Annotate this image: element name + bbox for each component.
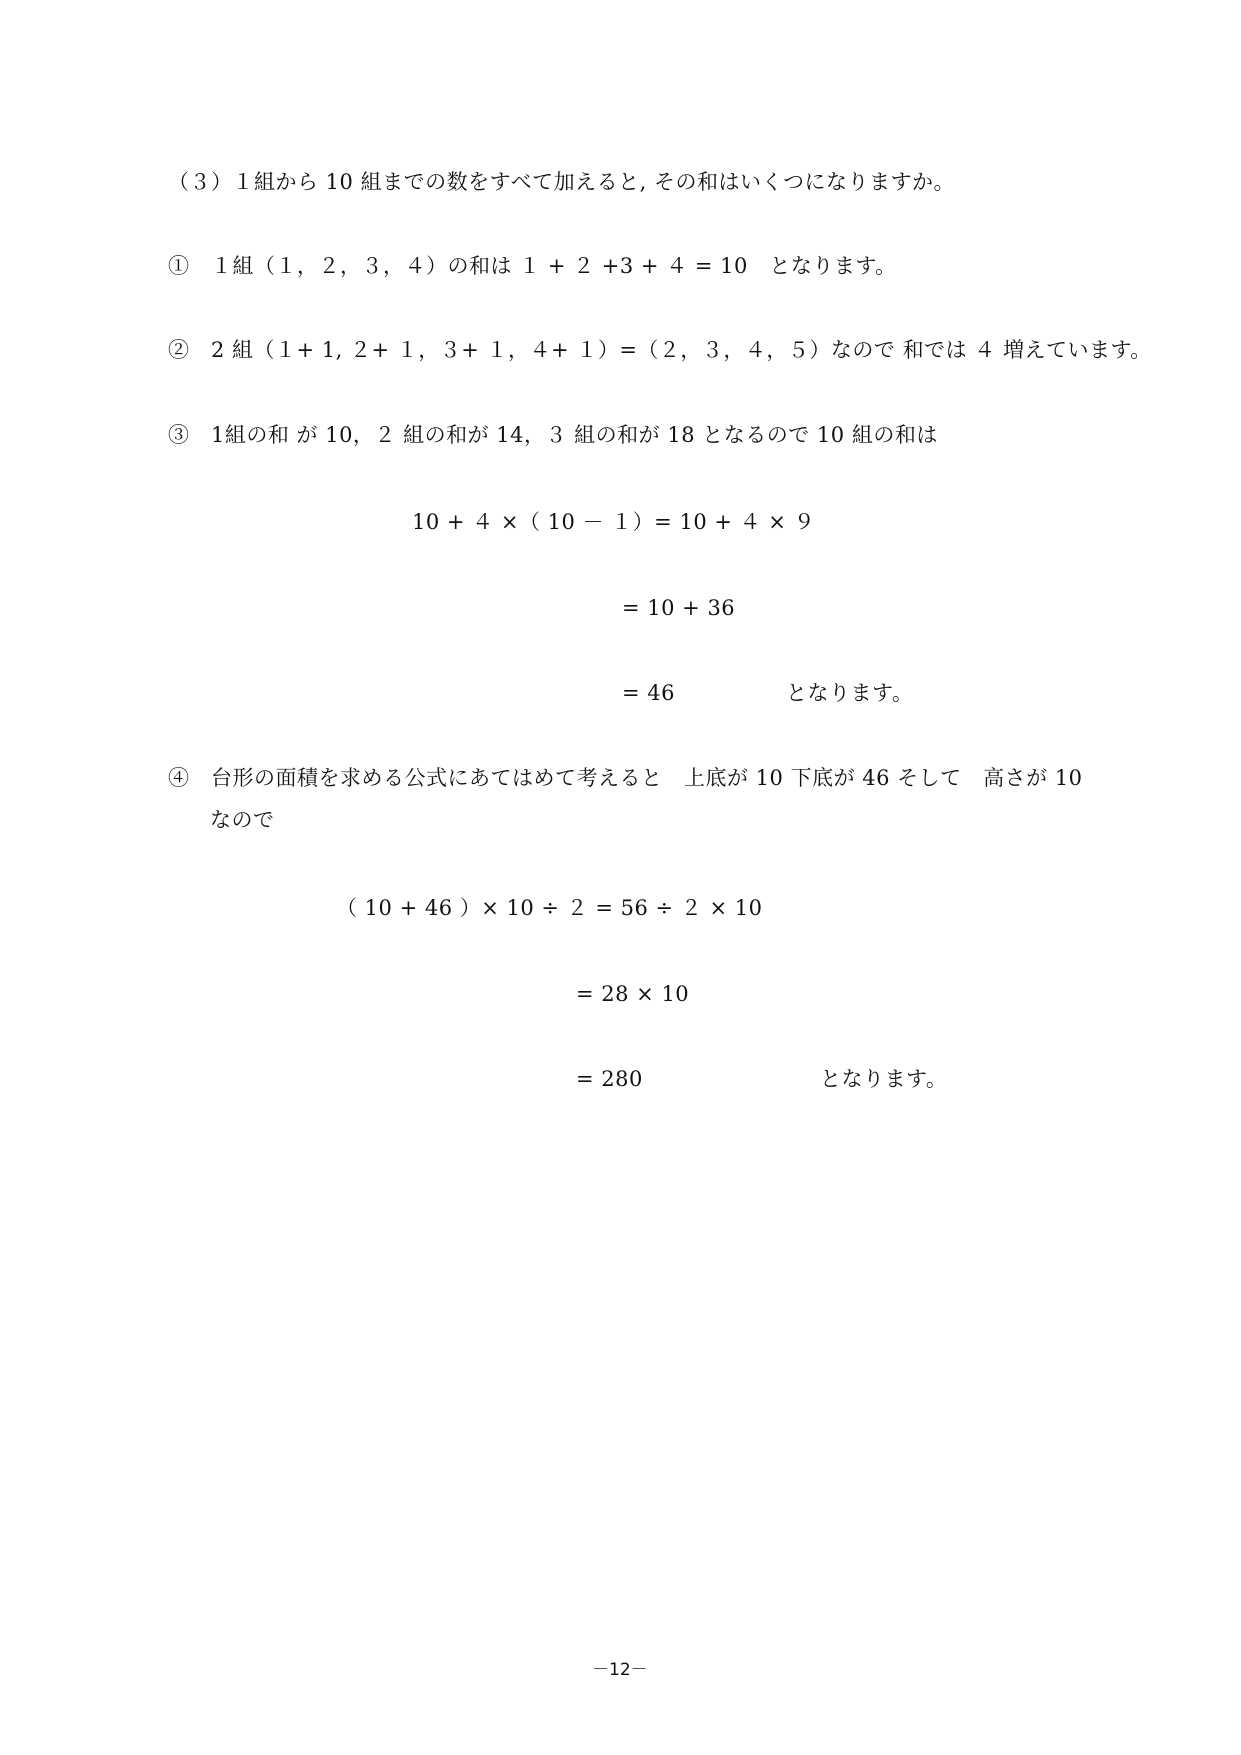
step-2-text: ② 2 組（１+ 1, ２+ １，３+ １，４+ １）=（２，３，４，５）なので 和では ４ 増えています。 [168,338,1152,362]
step-4-text-continued: なので [210,808,275,832]
step-4-calc-line-3: = 280 [576,1067,643,1091]
step-3-calc-line-1: 10 + ４ ×（ 10 － １）= 10 + ４ × ９ [412,510,816,534]
step-3-text: ③ 1組の和 が 10，２ 組の和が 14，３ 組の和が 18 となるので 10 組の和は [168,423,938,447]
step-3-calc-line-3: = 46 [622,681,675,705]
question-text: （３）１組から 10 組までの数をすべて加えると, その和はいくつになりますか。 [168,170,955,194]
step-3-result-suffix: となります。 [786,681,914,705]
step-4-text: ④ 台形の面積を求める公式にあてはめて考えると 上底が 10 下底が 46 そして 高さが 10 [168,766,1083,790]
step-3-calc-line-2: = 10 + 36 [622,596,736,620]
step-1-text: ① １組（１，２，３，４）の和は １ + ２ +3 + ４ = 10 となります。 [168,254,897,278]
step-4-calc-line-1: （ 10 + 46 ）× 10 ÷ ２ = 56 ÷ ２ × 10 [336,896,763,920]
page-number: －12－ [592,1660,648,1680]
step-4-result-suffix: となります。 [820,1067,948,1091]
step-4-calc-line-2: = 28 × 10 [576,982,690,1006]
